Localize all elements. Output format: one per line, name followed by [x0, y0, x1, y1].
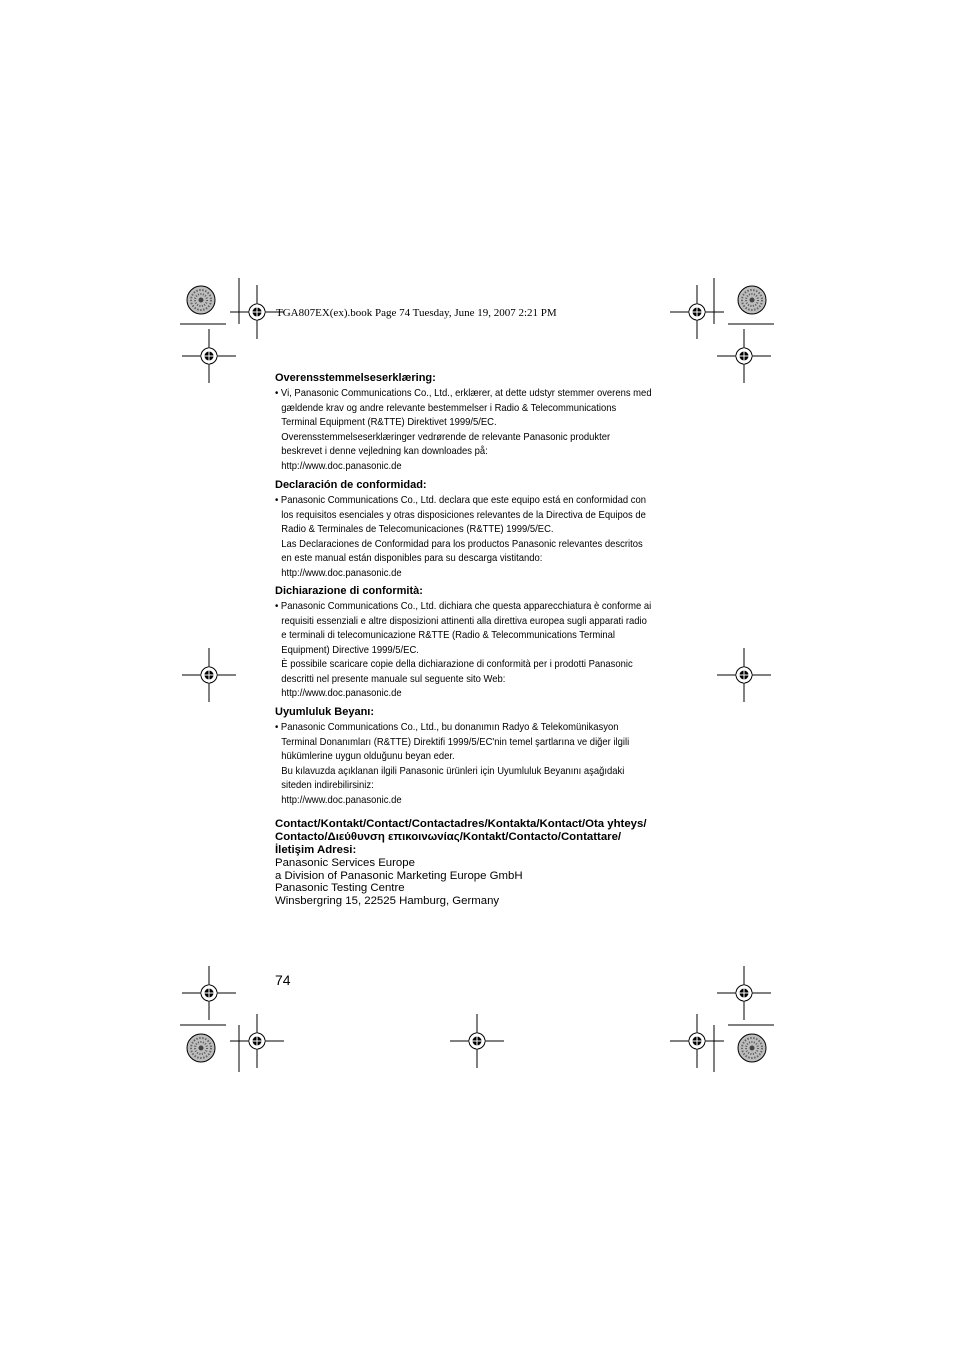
- text-line: requisiti essenziali e altre disposizioni attinenti alla direttiva europea sugli apparati radio: [281, 614, 647, 627]
- text-line: descritti nel presente manuale sul seguente sito Web:: [281, 672, 506, 685]
- url-text: http://www.doc.panasonic.de: [281, 793, 402, 806]
- color-target-top-left: [187, 286, 215, 314]
- print-header: TGA807EX(ex).book Page 74 Tuesday, June 19, 2007 2:21 PM: [276, 307, 557, 319]
- registration-cross-bottom-right-inner: [717, 966, 771, 1020]
- contact-title-line: Contacto/Διεύθυνση επικοινωνίας/Kontakt/Contacto/Contattare/: [275, 831, 622, 843]
- text-line: beskrevet i denne vejledning kan downloades på:: [281, 445, 488, 457]
- text-line: en este manual están disponibles para su descarga vistitando:: [281, 552, 543, 564]
- url-text: http://www.doc.panasonic.de: [281, 687, 402, 699]
- registration-cross-top-right-inner: [717, 329, 771, 383]
- text-line: siteden indirebilirsiniz:: [281, 779, 374, 791]
- text-line: Bu kılavuzda açıklanan ilgili Panasonic ürünleri için Uyumluluk Beyanını aşağıdaki: [281, 764, 625, 777]
- text-line: gældende krav og andre relevante bestemmelser i Radio & Telecommunications: [281, 401, 617, 414]
- color-target-bottom-left: [187, 1034, 215, 1062]
- section-title: Declaración de conformidad:: [275, 479, 427, 491]
- text-line: Radio & Terminales de Telecomunicaciones (R&TTE) 1999/5/EC.: [281, 523, 554, 535]
- registration-cross-top-right-outer: [670, 285, 724, 339]
- registration-cross-bottom-right-outer: [670, 1014, 724, 1068]
- text-line: los requisitos esenciales y otras disposiciones relevantes de la Directiva de Equipos de: [281, 508, 646, 521]
- section-title: Overensstemmelseserklæring:: [275, 372, 436, 384]
- text-line: hükümlerine uygun olduğunu beyan eder.: [281, 750, 455, 762]
- contact-address-line: Panasonic Testing Centre: [275, 882, 405, 895]
- url-text: http://www.doc.panasonic.de: [281, 566, 402, 579]
- section-spanish: [275, 478, 683, 580]
- text-line: Las Declaraciones de Conformidad para los productos Panasonic relevantes descritos: [281, 537, 643, 550]
- text-line: È possibile scaricare copie della dichiarazione di conformità per i prodotti Panasonic: [281, 658, 633, 670]
- contact-address-line: Winsbergring 15, 22525 Hamburg, Germany: [275, 894, 500, 907]
- text-line: • Panasonic Communications Co., Ltd., bu donanımın Radyo & Telekomünikasyon: [275, 721, 619, 733]
- text-line: • Panasonic Communications Co., Ltd. declara que este equipo está en conformidad con: [275, 494, 647, 506]
- contact-address-line: a Division of Panasonic Marketing Europe GmbH: [275, 869, 523, 882]
- registration-cross-middle-left: [182, 648, 236, 702]
- contact-title-line: İletişim Adresi:: [275, 844, 357, 856]
- registration-cross-bottom-center: [450, 1014, 504, 1068]
- section-italian: [275, 584, 683, 701]
- section-title: Uyumluluk Beyanı:: [275, 706, 375, 718]
- contact-title-line: Contact/Kontakt/Contact/Contactadres/Kontakta/Kontact/Ota yhteys/: [275, 818, 647, 830]
- section-danish: [275, 371, 683, 473]
- section-title: Dichiarazione di conformità:: [275, 585, 423, 597]
- text-line: • Panasonic Communications Co., Ltd. dichiara che questa apparecchiatura è conforme ai: [275, 600, 652, 612]
- section-turkish: [275, 705, 683, 807]
- text-line: Equipment) Directive 1999/5/EC.: [281, 643, 419, 656]
- contact-block: [275, 818, 683, 907]
- page-number: 74: [275, 972, 291, 988]
- color-target-bottom-right: [738, 1034, 766, 1062]
- registration-cross-top-left-inner: [182, 329, 236, 383]
- contact-address-line: Panasonic Services Europe: [275, 857, 415, 869]
- text-line: Terminal Equipment (R&TTE) Direktivet 1999/5/EC.: [281, 416, 497, 428]
- text-line: e terminali di telecomunicazione R&TTE (Radio & Telecommunications Terminal: [281, 629, 616, 641]
- registration-cross-bottom-left-inner: [182, 966, 236, 1020]
- registration-cross-middle-right: [717, 648, 771, 702]
- url-text: http://www.doc.panasonic.de: [281, 459, 402, 472]
- text-line: • Vi, Panasonic Communications Co., Ltd., erklærer, at dette udstyr stemmer overens med: [275, 387, 652, 399]
- color-target-top-right: [738, 286, 766, 314]
- registration-cross-bottom-left-outer: [230, 1014, 284, 1068]
- text-line: Overensstemmelseserklæringer vedrørende de relevante Panasonic produkter: [281, 430, 611, 443]
- text-line: Terminal Donanımları (R&TTE) Direktifi 1999/5/EC'nin temel şartlarına ve diğer ilgili: [281, 735, 630, 748]
